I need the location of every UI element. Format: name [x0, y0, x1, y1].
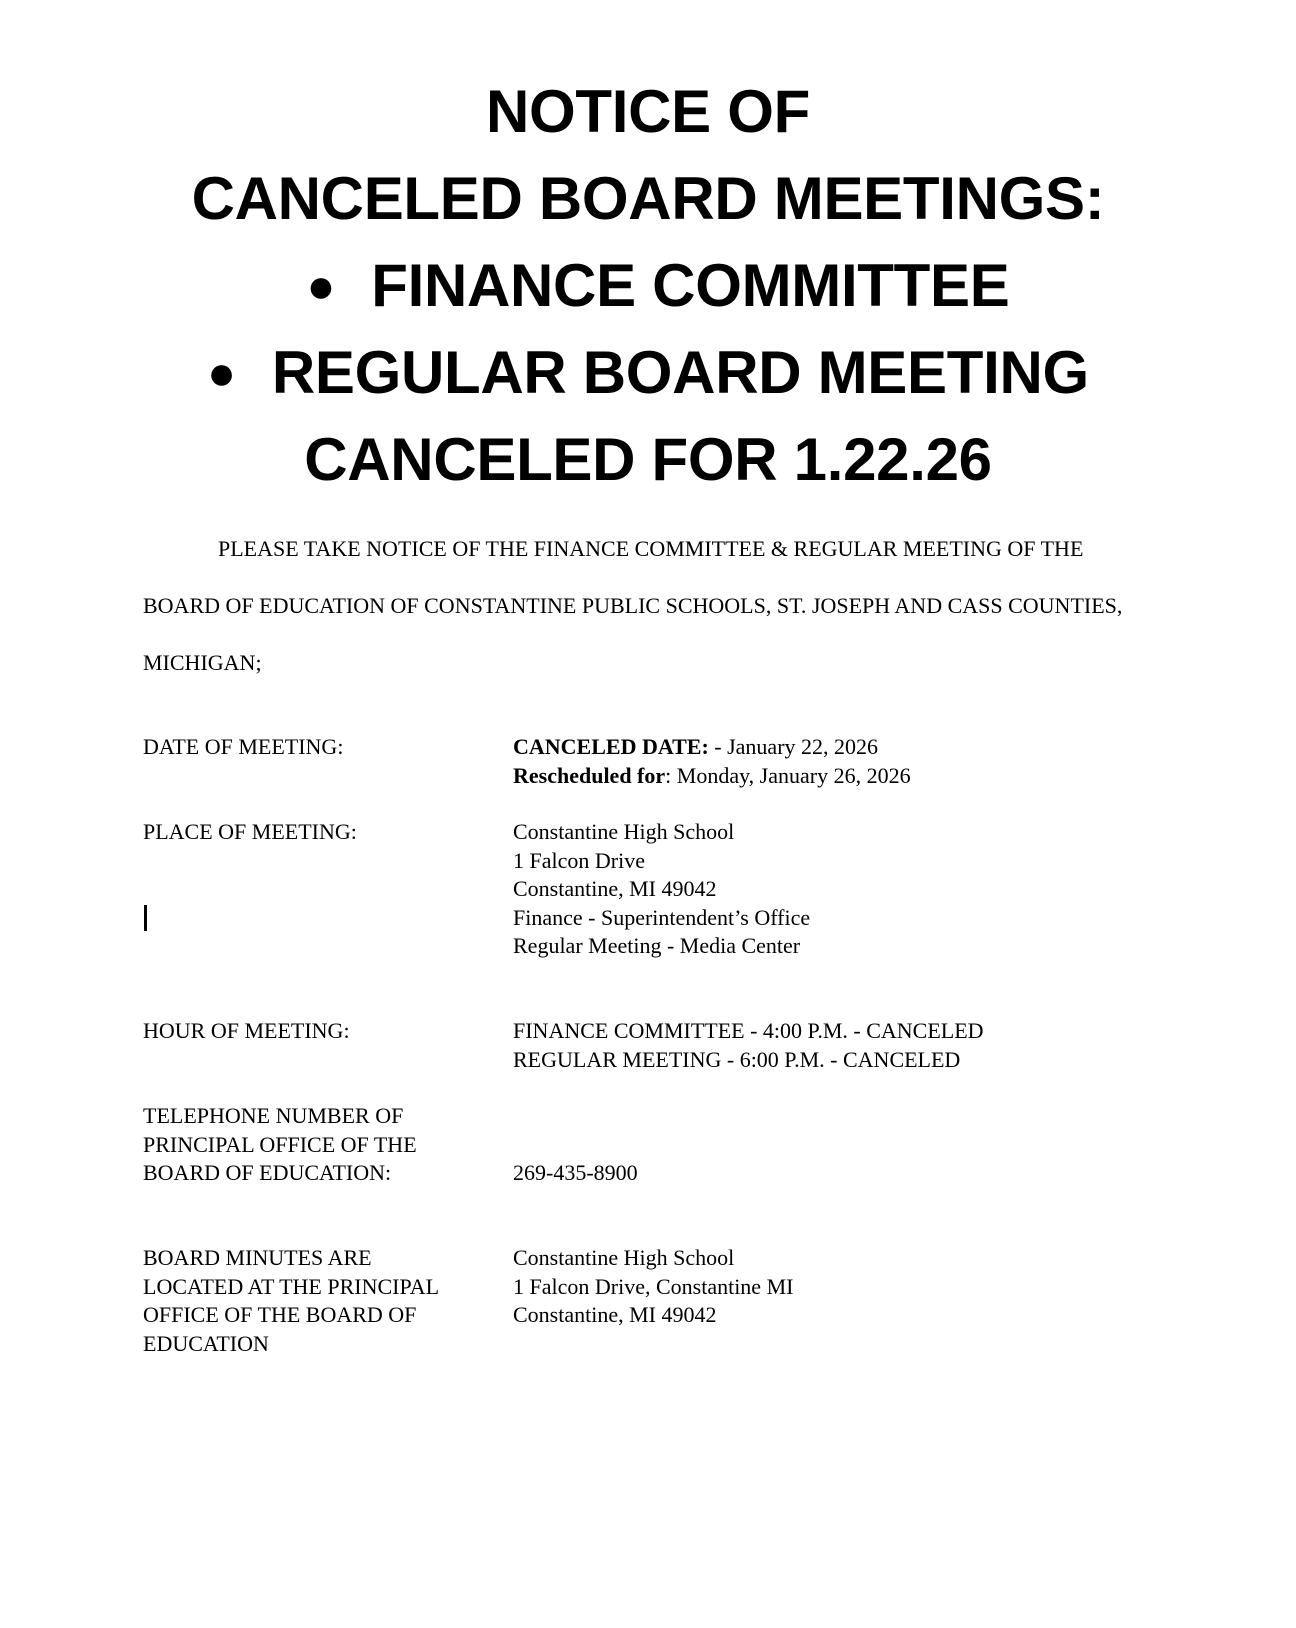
bullet-icon: ● [207, 347, 236, 400]
telephone-label [143, 1102, 493, 1188]
telephone-label-line: TELEPHONE NUMBER OF [143, 1103, 404, 1128]
minutes-label-line: OFFICE OF THE BOARD OF [143, 1302, 417, 1327]
bullet-icon: ● [306, 260, 336, 313]
hour-line: FINANCE COMMITTEE - 4:00 P.M. - CANCELED [513, 1018, 984, 1043]
bullet-text: REGULAR BOARD MEETING [271, 339, 1089, 406]
minutes-line: 1 Falcon Drive, Constantine MI [513, 1273, 794, 1299]
minutes-label-line: BOARD MINUTES ARE [143, 1245, 372, 1270]
telephone-value: 269-435-8900 [513, 1160, 638, 1185]
telephone-label-line: PRINCIPAL OFFICE OF THE [143, 1131, 417, 1157]
rescheduled-value: : Monday, January 26, 2026 [665, 762, 911, 788]
text-cursor [144, 905, 147, 931]
place-line: 1 Falcon Drive [513, 847, 645, 873]
title-line-notice-of: NOTICE OF [486, 78, 810, 145]
place-line: Constantine, MI 49042 [513, 876, 717, 901]
date-label: DATE OF MEETING: [143, 734, 344, 759]
bullet-text: FINANCE COMMITTEE [371, 252, 1010, 319]
hour-line: REGULAR MEETING - 6:00 P.M. - CANCELED [513, 1046, 961, 1072]
date-value [513, 733, 1213, 790]
hour-label: HOUR OF MEETING: [143, 1018, 350, 1043]
canceled-date-value: - January 22, 2026 [708, 734, 879, 759]
minutes-label-line: EDUCATION [143, 1330, 269, 1356]
title-line-canceled-board-meetings: CANCELED BOARD MEETINGS: [191, 165, 1105, 232]
title-bullet-regular-board-meeting [0, 329, 1296, 417]
place-line: Finance - Superintendent’s Office [513, 904, 811, 930]
place-value [513, 818, 1213, 961]
minutes-line: Constantine, MI 49042 [513, 1302, 717, 1327]
minutes-value [513, 1244, 1213, 1330]
place-line: Constantine High School [513, 819, 735, 844]
minutes-line: Constantine High School [513, 1245, 735, 1270]
hour-value [513, 1017, 1213, 1074]
intro-paragraph: PLEASE TAKE NOTICE OF THE FINANCE COMMITTEE & REGULAR MEETING OF THE BOARD OF EDUCATION OF CONSTANTINE PUBLIC SCHOOLS, ST. JOSEPH AND CASS COUNTIES, MICHIGAN; [143, 536, 1123, 675]
minutes-label [143, 1244, 493, 1358]
minutes-label-line: LOCATED AT THE PRINCIPAL [143, 1273, 440, 1299]
rescheduled-label: Rescheduled for [513, 762, 666, 788]
canceled-date-label: CANCELED DATE: [513, 734, 709, 759]
place-label: PLACE OF MEETING: [143, 819, 357, 844]
title-bullet-finance-committee [0, 242, 1296, 330]
place-line: Regular Meeting - Media Center [513, 933, 801, 958]
telephone-label-line: BOARD OF EDUCATION: [143, 1160, 392, 1185]
title-line-canceled-for: CANCELED FOR 1.22.26 [304, 426, 992, 493]
